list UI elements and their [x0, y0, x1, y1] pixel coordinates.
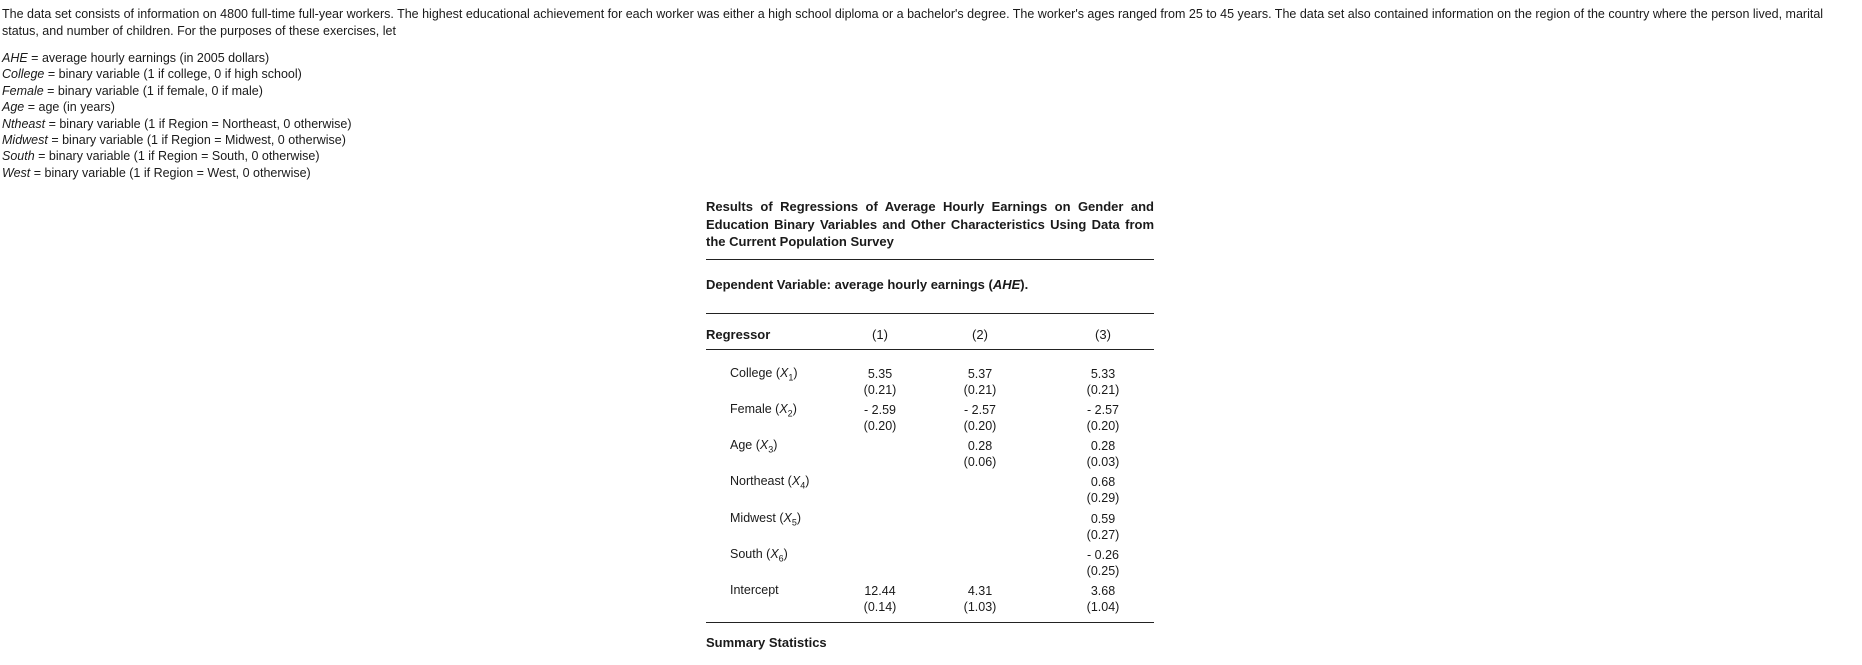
definition-text: = binary variable (1 if female, 0 if male)	[43, 83, 263, 98]
standard-error: (0.27)	[1086, 527, 1120, 542]
standard-error: (0.21)	[863, 382, 897, 397]
coefficient-estimate: 0.28	[1090, 439, 1116, 454]
coefficient-estimate: 5.33	[1090, 366, 1116, 381]
coefficient-estimate: 4.31	[967, 583, 993, 598]
regressor-subscript: 4	[800, 480, 806, 491]
regressor-label	[730, 438, 777, 455]
regressor-variable: X	[791, 474, 801, 489]
dependent-variable-name: AHE	[992, 276, 1021, 292]
regressor-close-paren: )	[783, 546, 788, 561]
coefficient-cell	[850, 583, 910, 615]
coefficient-cell	[850, 402, 910, 434]
coefficient-cell	[950, 583, 1010, 615]
coefficient-cell	[1073, 547, 1133, 579]
table-row	[706, 400, 1154, 436]
regressor-subscript: 3	[768, 444, 774, 455]
regressor-name: Intercept	[730, 582, 779, 597]
header-column-1: (1)	[872, 326, 888, 342]
standard-error: (1.03)	[963, 599, 997, 614]
standard-error: (0.06)	[963, 455, 997, 470]
standard-error: (0.20)	[1086, 418, 1120, 433]
definition-variable: Age	[2, 100, 25, 115]
coefficient-estimate: 3.68	[1090, 583, 1116, 598]
definition-variable: Female	[2, 83, 44, 98]
table-row	[706, 545, 1154, 581]
coefficient-cell	[1073, 511, 1133, 543]
regressor-variable: X	[779, 401, 788, 416]
coefficient-estimate: 5.35	[867, 366, 893, 381]
standard-error: (0.20)	[863, 418, 897, 433]
table-header-row	[706, 327, 1154, 347]
definition-text: = binary variable (1 if Region = Northeast, 0 otherwise)	[45, 116, 352, 131]
regressor-close-paren: )	[773, 438, 778, 453]
definition-item	[2, 148, 352, 164]
coefficient-estimate: - 2.57	[1087, 402, 1119, 417]
definition-text: = binary variable (1 if Region = West, 0 otherwise)	[30, 165, 311, 180]
standard-error: (0.25)	[1086, 563, 1120, 578]
dependent-variable-prefix: Dependent Variable: average hourly earnings (	[706, 276, 993, 292]
definition-text: = binary variable (1 if college, 0 if high school)	[44, 67, 302, 82]
regressor-label	[730, 547, 788, 564]
regression-rows	[706, 364, 1154, 617]
coefficient-cell	[1073, 438, 1133, 470]
coefficient-estimate: - 0.26	[1087, 547, 1119, 562]
standard-error: (0.14)	[863, 599, 897, 614]
definition-variable: Midwest	[2, 133, 48, 148]
standard-error: (0.29)	[1086, 491, 1120, 506]
table-row	[706, 436, 1154, 472]
dependent-variable-suffix: ).	[1020, 276, 1029, 292]
standard-error: (1.04)	[1086, 599, 1120, 614]
regressor-name: Female (	[730, 401, 780, 416]
coefficient-estimate: 0.59	[1090, 511, 1116, 526]
coefficient-cell	[1073, 402, 1133, 434]
intro-paragraph: The data set consists of information on 4800 full-time full-year workers. The highest educational achievement for each worker was either a high school diploma or a bachelor's degree. The worker's ages ranged from 25 to 45 years. The data set also contained information on the region of the country where the person lived, marital status, and number of children. For the purposes of these exercises, let	[2, 7, 1824, 38]
regressor-variable: X	[780, 365, 789, 380]
table-rule	[706, 349, 1154, 350]
definition-text: = binary variable (1 if Region = Midwest, 0 otherwise)	[47, 133, 346, 148]
coefficient-estimate: 0.68	[1090, 475, 1116, 490]
summary-statistics-label: Summary Statistics	[706, 635, 827, 651]
coefficient-cell	[950, 438, 1010, 470]
regressor-label	[730, 583, 779, 597]
definition-item	[2, 83, 352, 99]
regressor-name: Northeast (	[730, 474, 792, 489]
definition-variable: West	[2, 165, 31, 180]
table-row	[706, 472, 1154, 508]
definition-item	[2, 99, 352, 115]
regressor-label	[730, 511, 801, 528]
regressor-subscript: 5	[791, 517, 797, 528]
standard-error: (0.20)	[963, 418, 997, 433]
table-row	[706, 581, 1154, 617]
variable-definitions	[2, 50, 352, 181]
header-column-3: (3)	[1095, 326, 1111, 342]
standard-error: (0.21)	[1086, 382, 1120, 397]
regressor-name: College (	[730, 365, 781, 380]
table-rule	[706, 259, 1154, 260]
regressor-variable: X	[759, 438, 769, 453]
regressor-name: Midwest (	[730, 510, 784, 525]
definition-item	[2, 116, 352, 132]
definition-item	[2, 66, 352, 82]
coefficient-cell	[1073, 583, 1133, 615]
coefficient-estimate: 0.28	[967, 439, 993, 454]
coefficient-estimate: 12.44	[864, 583, 896, 598]
table-row	[706, 509, 1154, 545]
coefficient-estimate: - 2.59	[864, 402, 896, 417]
coefficient-cell	[1073, 366, 1133, 398]
definition-text: = age (in years)	[24, 100, 115, 115]
header-column-2: (2)	[972, 326, 988, 342]
definition-item	[2, 165, 352, 181]
regressor-close-paren: )	[793, 365, 798, 380]
definition-variable: College	[2, 67, 45, 82]
table-title: Results of Regressions of Average Hourly Earnings on Gender and Education Binary Variables and Other Characteristics Using Data from the Current Population Survey	[706, 199, 1154, 250]
coefficient-cell	[1073, 474, 1133, 506]
regression-table	[706, 198, 1154, 650]
coefficient-cell	[950, 366, 1010, 398]
definition-item	[2, 50, 352, 66]
header-regressor: Regressor	[706, 326, 771, 342]
standard-error: (0.21)	[963, 382, 997, 397]
coefficient-cell	[850, 366, 910, 398]
table-rule	[706, 313, 1154, 314]
table-row	[706, 364, 1154, 400]
coefficient-cell	[950, 402, 1010, 434]
regressor-variable: X	[770, 546, 779, 561]
definition-variable: Ntheast	[2, 116, 46, 131]
standard-error: (0.03)	[1086, 455, 1120, 470]
regressor-close-paren: )	[792, 401, 797, 416]
table-rule	[706, 622, 1154, 623]
definition-text: = average hourly earnings (in 2005 dollars)	[27, 51, 270, 65]
regressor-subscript: 2	[787, 408, 793, 419]
regressor-close-paren: )	[796, 510, 802, 525]
regressor-name: South (	[730, 546, 771, 561]
regressor-variable: X	[783, 510, 792, 525]
definition-variable: AHE	[2, 51, 28, 65]
regressor-label	[730, 474, 809, 491]
definition-variable: South	[2, 149, 35, 164]
definition-text: = binary variable (1 if Region = South, 0 otherwise)	[34, 149, 320, 164]
dependent-variable-label	[706, 277, 1154, 292]
coefficient-estimate: 5.37	[967, 366, 993, 381]
regressor-subscript: 1	[788, 372, 794, 383]
regressor-label	[730, 366, 798, 383]
regressor-subscript: 6	[778, 553, 784, 564]
regressor-close-paren: )	[805, 474, 810, 489]
coefficient-estimate: - 2.57	[964, 402, 996, 417]
regressor-name: Age (	[730, 438, 760, 453]
definition-item	[2, 132, 352, 148]
regressor-label	[730, 402, 797, 419]
